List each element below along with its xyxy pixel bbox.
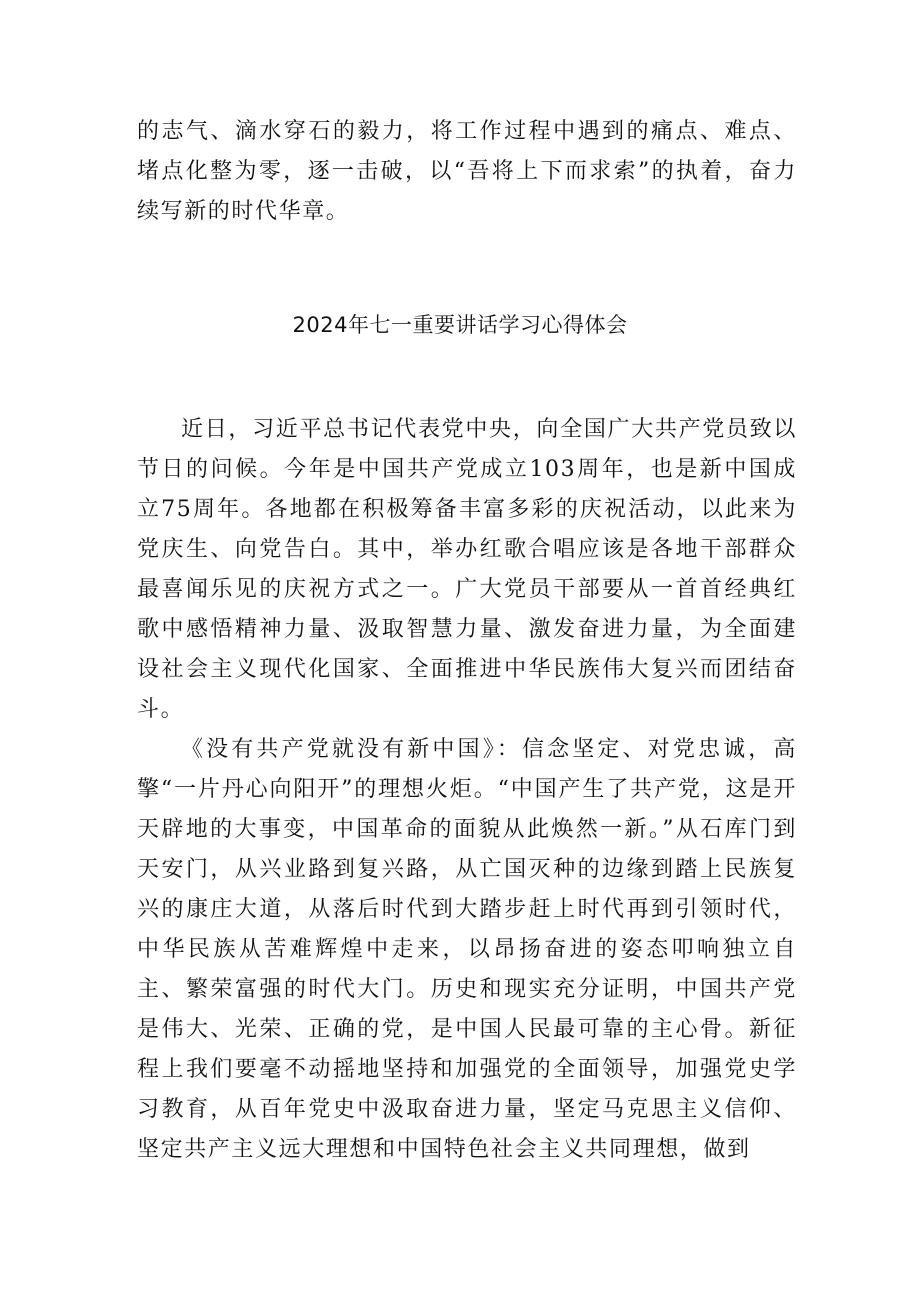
document-body: [137, 410, 797, 1170]
body-paragraph: 《没有共产党就没有新中国》：信念坚定、对党忠诚，高擎“一片丹心向阳开”的理想火炬。“中国产生了共产党，这是开天辟地的大事变，中国革命的面貌从此焕然一新。”从石库门到天安门，从兴业路到复兴路，从亡国灭种的边缘到踏上民族复兴的康庄大道，从落后时代到大踏步赶上时代再到引领时代，中华民族从苦难辉煌中走来，以昂扬奋进的姿态叩响独立自主、繁荣富强的时代大门。历史和现实充分证明，中国共产党是伟大、光荣、正确的党，是中国人民最可靠的主心骨。新征程上我们要毫不动摇地坚持和加强党的全面领导，加强党史学习教育，从百年党史中汲取奋进力量，坚定马克思主义信仰、坚定共产主义远大理想和中国特色社会主义共同理想，做到: [137, 737, 797, 1162]
continuation-paragraph: 的志气、滴水穿石的毅力，将工作过程中遇到的痛点、难点、堵点化整为零，逐一击破，以“吾将上下而求索”的执着，奋力续写新的时代华章。: [137, 119, 797, 224]
document-title: 2024年七一重要讲话学习心得体会: [292, 313, 628, 337]
body-paragraph: 近日，习近平总书记代表党中央，向全国广大共产党员致以节日的问候。今年是中国共产党成立103周年，也是新中国成立75周年。各地都在积极筹备丰富多彩的庆祝活动，以此来为党庆生、向党告白。其中，举办红歌合唱应该是各地干部群众最喜闻乐见的庆祝方式之一。广大党员干部要从一首首经典红歌中感悟精神力量、汲取智慧力量、激发奋进力量，为全面建设社会主义现代化国家、全面推进中华民族伟大复兴而团结奋斗。: [137, 417, 797, 722]
